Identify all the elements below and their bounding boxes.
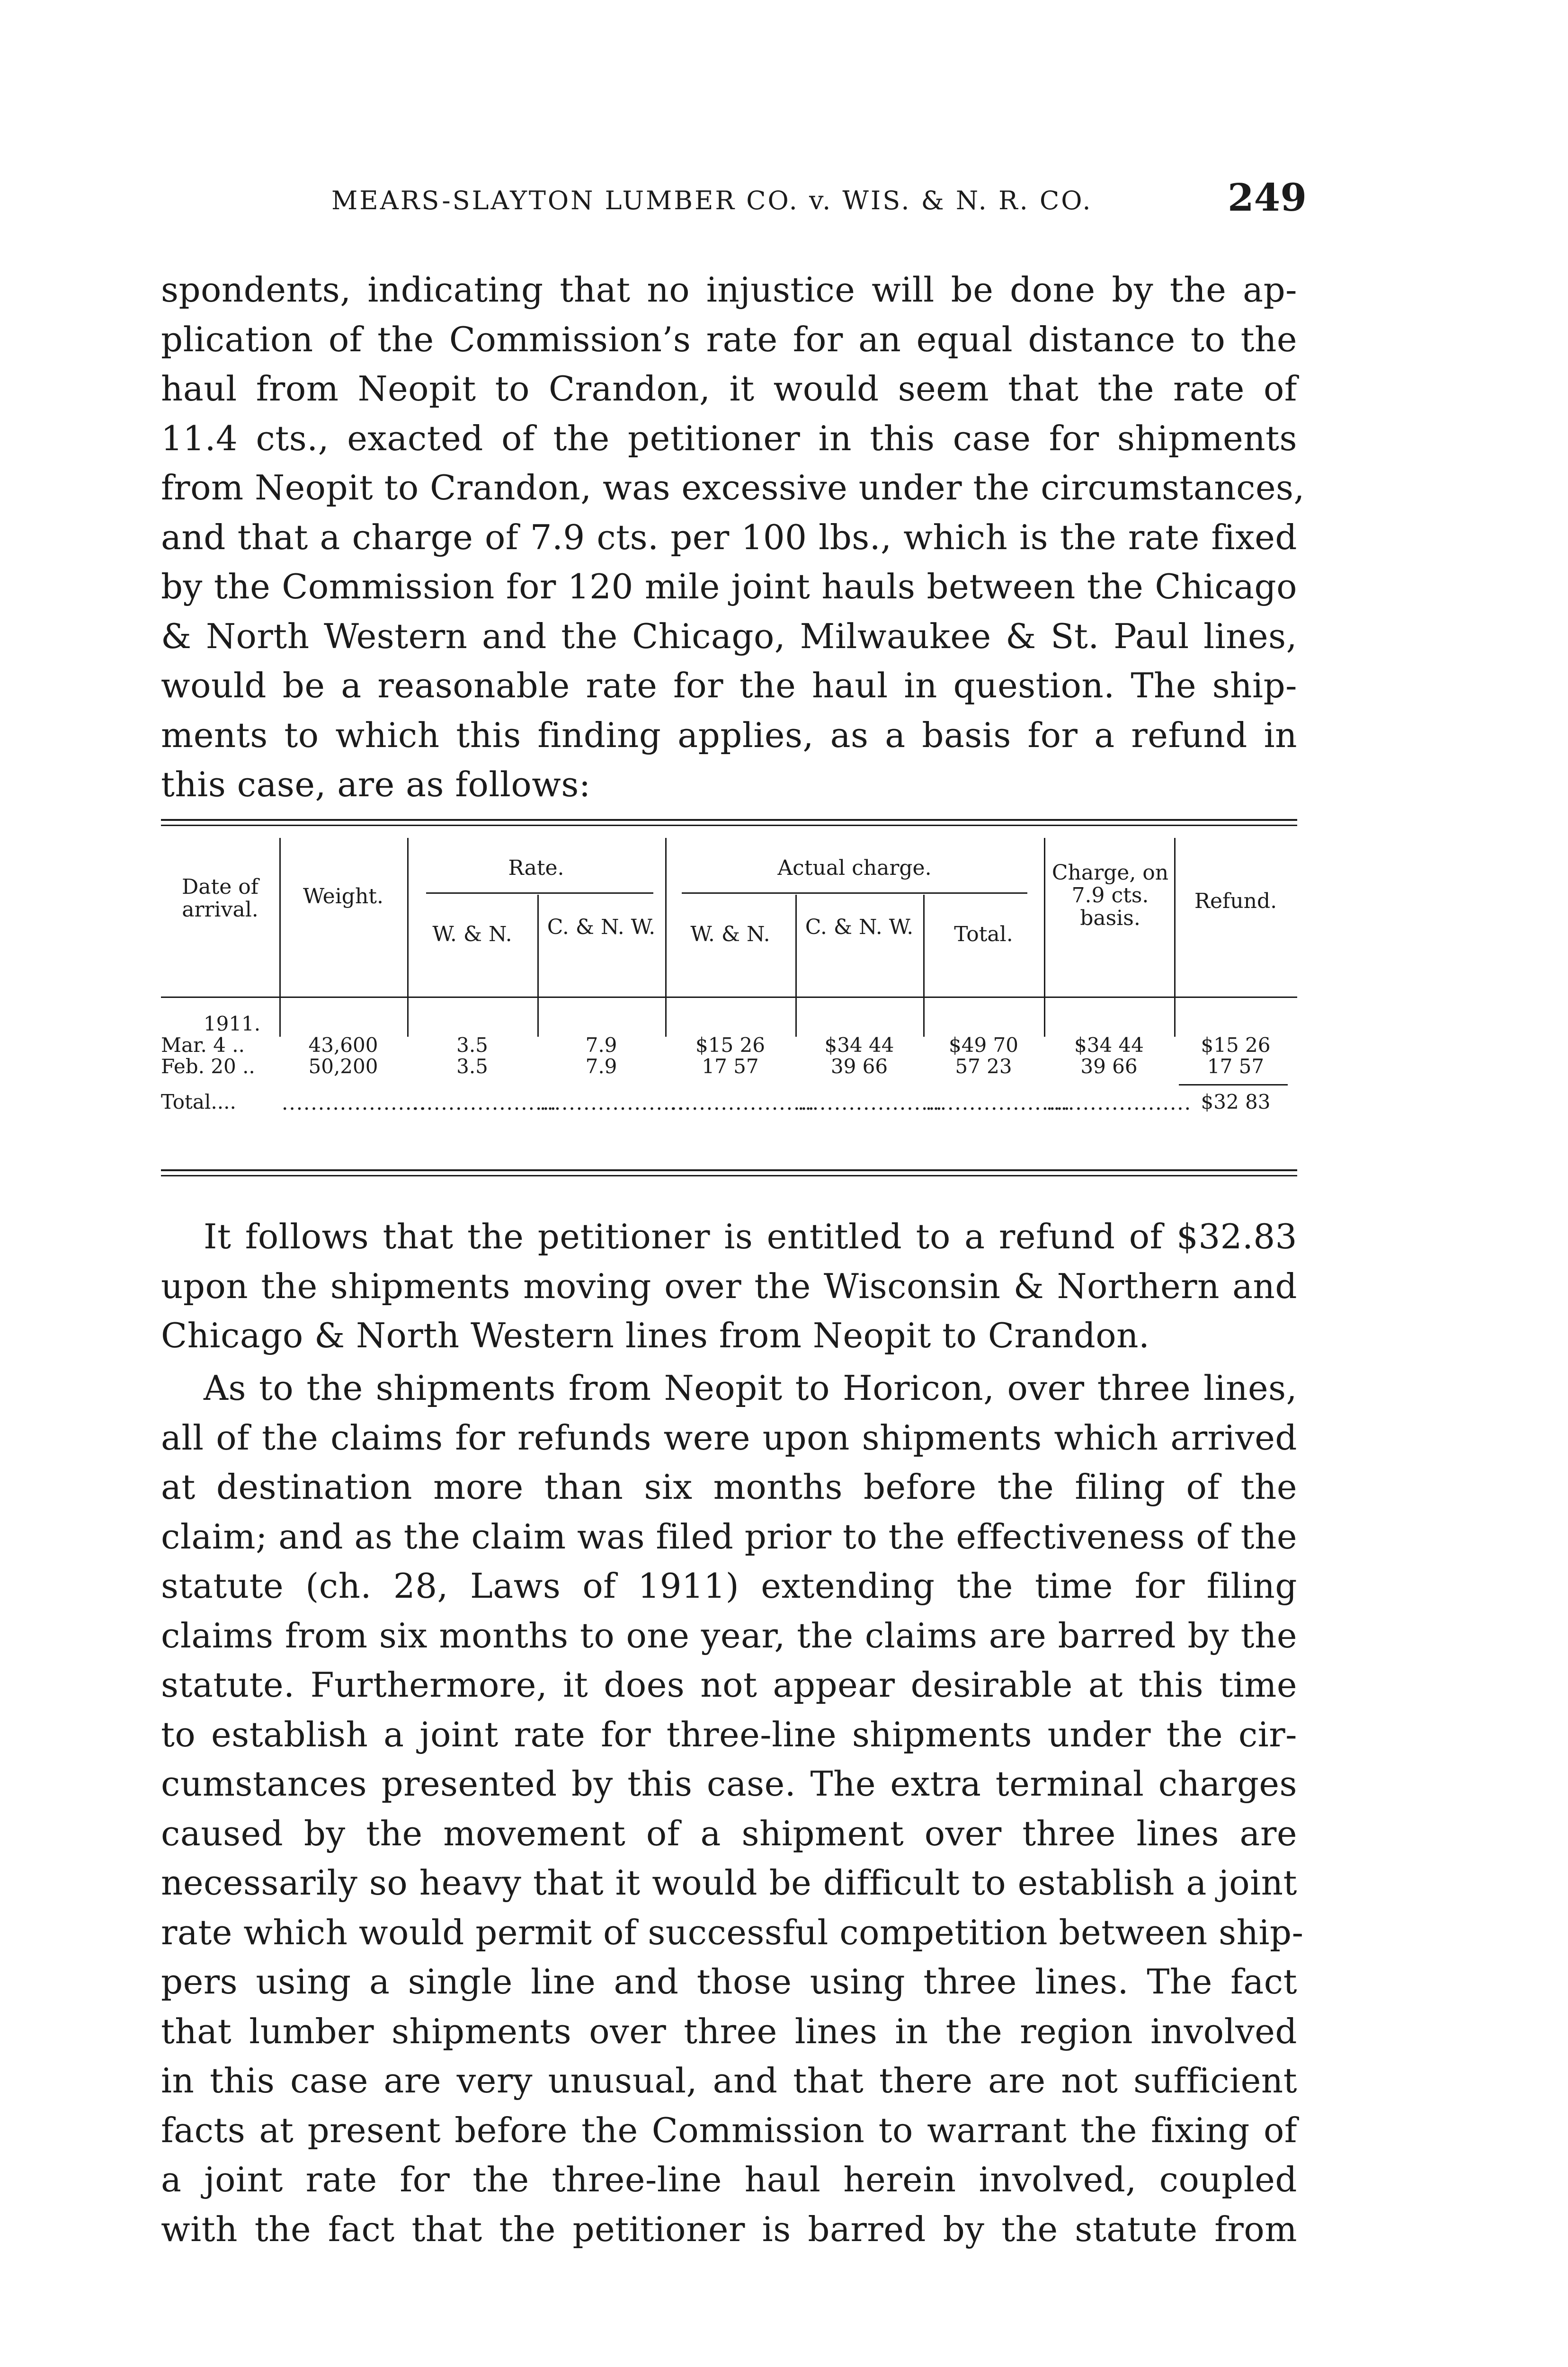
group-underline xyxy=(426,892,653,894)
leader-dots: .................... xyxy=(412,1091,558,1114)
row-act-wn: $15 26 xyxy=(695,1033,765,1057)
col-divider xyxy=(795,895,797,1037)
header-bottom-rule xyxy=(161,997,1297,998)
page-header xyxy=(161,175,1307,227)
text-line: ments to which this finding applies, as a basis for a refund in xyxy=(161,715,1297,755)
text-line: at destination more than six months before the filing of the xyxy=(161,1467,1297,1507)
text-line: caused by the movement of a shipment over three lines are xyxy=(161,1813,1297,1853)
text-line: in this case are very unusual, and that there are not sufficient xyxy=(161,2061,1297,2100)
header-act-total: Total. xyxy=(954,922,1013,946)
col-divider xyxy=(1174,838,1176,1037)
paragraph-2 xyxy=(161,1212,1297,1361)
text-line: from Neopit to Crandon, was excessive under the circumstances, xyxy=(161,468,1305,507)
table-bottom-rule xyxy=(161,1169,1297,1171)
leader-dots: .................... xyxy=(798,1091,944,1114)
total-label: Total.... xyxy=(161,1090,236,1113)
running-head: MEARS-SLAYTON LUMBER CO. v. WIS. & N. R. CO. xyxy=(331,186,1093,215)
row-date: Feb. 20 .. xyxy=(161,1055,255,1078)
row-refund: 17 57 xyxy=(1207,1055,1265,1078)
page-number: 249 xyxy=(1228,175,1307,220)
text-line: claim; and as the claim was filed prior to the effectiveness of the xyxy=(161,1516,1298,1557)
text-line: facts at present before the Commission to warrant the fixing of xyxy=(161,2110,1297,2150)
text-line: Chicago & North Western lines from Neopit to Crandon. xyxy=(161,1316,1150,1355)
text-line: It follows that the petitioner is entitled to a refund of $32.83 xyxy=(204,1217,1297,1256)
row-charge: $34 44 xyxy=(1074,1033,1144,1057)
row-rate-wn: 3.5 xyxy=(456,1055,488,1078)
year-label: 1911. xyxy=(203,1012,261,1035)
row-act-cnw: $34 44 xyxy=(824,1033,894,1057)
header-act-cnw: C. & N. W. xyxy=(805,915,914,939)
header-rate-cnw: C. & N. W. xyxy=(547,915,656,939)
col-divider xyxy=(1044,838,1045,1037)
header-rate: Rate. xyxy=(508,856,564,880)
text-line: necessarily so heavy that it would be difficult to establish a joint xyxy=(161,1863,1297,1903)
leader-dots: .................... xyxy=(1046,1091,1192,1114)
table-top-rule xyxy=(161,819,1297,821)
row-rate-cnw: 7.9 xyxy=(585,1033,617,1057)
row-act-total: 57 23 xyxy=(955,1055,1012,1078)
header-rate-wn: W. & N. xyxy=(432,922,512,946)
text-line: As to the shipments from Neopit to Horicon, over three lines, xyxy=(204,1368,1297,1408)
row-weight: 43,600 xyxy=(308,1033,378,1057)
paragraph-3 xyxy=(161,1363,1304,2254)
leader-dots: .................... xyxy=(540,1091,686,1114)
col-divider xyxy=(279,838,281,1037)
row-act-total: $49 70 xyxy=(949,1033,1018,1057)
header-charge-basis: Charge, on 7.9 cts. basis. xyxy=(1051,861,1169,930)
text-line: pers using a single line and those using three lines. The fact xyxy=(161,1962,1297,2002)
text-line: this case, are as follows: xyxy=(161,765,591,804)
text-line: by the Commission for 120 mile joint hauls between the Chicago xyxy=(161,567,1297,606)
row-act-wn: 17 57 xyxy=(702,1055,759,1078)
group-underline xyxy=(682,892,1027,894)
col-divider xyxy=(537,895,539,1037)
text-line: upon the shipments moving over the Wisconsin & Northern and xyxy=(161,1266,1297,1306)
text-line: claims from six months to one year, the claims are barred by the xyxy=(161,1615,1297,1655)
header-date-of-arrival: Date of arrival. xyxy=(182,875,258,922)
header-actual-charge: Actual charge. xyxy=(777,856,932,880)
text-line: haul from Neopit to Crandon, it would seem that the rate of xyxy=(161,369,1297,409)
row-refund: $15 26 xyxy=(1201,1033,1271,1057)
table-top-rule-2 xyxy=(161,825,1297,826)
text-line: would be a reasonable rate for the haul in question. The ship- xyxy=(161,666,1297,705)
text-line: 11.4 cts., exacted of the petitioner in this case for shipments xyxy=(161,418,1297,458)
text-line: spondents, indicating that no injustice will be done by the ap- xyxy=(161,270,1297,310)
header-weight: Weight. xyxy=(303,884,383,908)
total-refund: $32 83 xyxy=(1201,1090,1271,1113)
text-line: all of the claims for refunds were upon shipments which arrived xyxy=(161,1417,1297,1458)
text-line: a joint rate for the three-line haul herein involved, coupled xyxy=(161,2160,1297,2199)
header-refund: Refund. xyxy=(1194,889,1277,913)
leader-dots: .................... xyxy=(282,1091,428,1114)
row-charge: 39 66 xyxy=(1080,1055,1138,1078)
row-rate-wn: 3.5 xyxy=(456,1033,488,1057)
header-act-wn: W. & N. xyxy=(690,922,770,946)
paragraph-1 xyxy=(161,265,1305,810)
row-date: Mar. 4 .. xyxy=(161,1033,245,1057)
text-line: & North Western and the Chicago, Milwaukee & St. Paul lines, xyxy=(161,616,1297,656)
text-line: cumstances presented by this case. The extra terminal charges xyxy=(161,1764,1297,1804)
leader-dots: .................... xyxy=(670,1091,816,1114)
text-line: that lumber shipments over three lines in the region involved xyxy=(161,2011,1297,2051)
row-weight: 50,200 xyxy=(308,1055,378,1078)
text-line: rate which would permit of successful competition between ship- xyxy=(161,1912,1304,1952)
text-line: with the fact that the petitioner is barred by the statute from xyxy=(161,2209,1297,2249)
row-act-cnw: 39 66 xyxy=(830,1055,888,1078)
col-divider xyxy=(923,895,925,1037)
text-line: statute (ch. 28, Laws of 1911) extending the time for filing xyxy=(161,1566,1297,1606)
text-line: plication of the Commission’s rate for an equal distance to the xyxy=(161,319,1297,359)
text-line: statute. Furthermore, it does not appear desirable at this time xyxy=(161,1665,1297,1705)
row-rate-cnw: 7.9 xyxy=(585,1055,617,1078)
subtotal-rule xyxy=(1179,1084,1288,1086)
text-line: to establish a joint rate for three-line shipments under the cir- xyxy=(161,1714,1297,1754)
table-bottom-rule-2 xyxy=(161,1175,1297,1176)
refund-table xyxy=(161,819,1297,1188)
leader-dots: .................... xyxy=(926,1091,1071,1114)
text-line: and that a charge of 7.9 cts. per 100 lbs., which is the rate fixed xyxy=(161,517,1297,557)
